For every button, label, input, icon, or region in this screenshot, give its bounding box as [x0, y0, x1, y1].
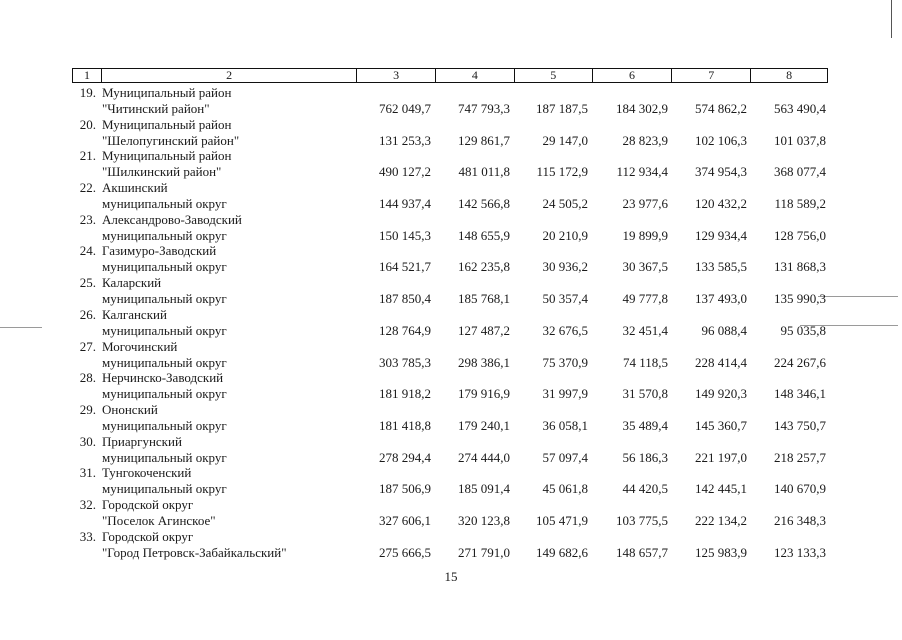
row-name-line2: муниципальный округ: [102, 259, 227, 275]
row-name-line1: Городской округ: [102, 496, 194, 512]
cell-col6: 184 302,9: [616, 101, 668, 116]
cell-col6: 148 657,7: [616, 544, 668, 560]
cell-col3: 131 253,3: [379, 132, 431, 148]
cell-col5: 57 097,4: [542, 449, 588, 465]
row-number: 30.: [79, 433, 96, 449]
table-row: [72, 116, 832, 148]
cell-col6: 56 186,3: [622, 449, 668, 465]
page-number: 15: [444, 569, 458, 584]
row-number: 27.: [79, 338, 96, 354]
cell-col4: 127 487,2: [458, 322, 510, 338]
cell-col6: 112 934,4: [616, 164, 668, 180]
cell-col6: 23 977,6: [622, 196, 668, 212]
row-number: 31.: [79, 465, 96, 481]
table-row: [72, 464, 832, 496]
cell-col6: 35 489,4: [622, 417, 668, 433]
cell-col5: 24 505,2: [542, 196, 588, 212]
page-edge-mark: [891, 0, 892, 38]
cell-col6: 74 118,5: [622, 354, 668, 370]
cell-col3: 762 049,7: [379, 101, 431, 116]
column-header: 7: [671, 69, 750, 82]
cell-col3: 187 850,4: [379, 291, 431, 307]
row-name-line1: Акшинский: [102, 180, 168, 196]
table-row: [72, 369, 832, 401]
table-row: [72, 306, 832, 338]
cell-col7: 374 954,3: [695, 164, 747, 180]
row-name-line2: муниципальный округ: [102, 449, 227, 465]
cell-col5: 20 210,9: [542, 227, 588, 243]
cell-col4: 148 655,9: [458, 227, 510, 243]
table-row: [72, 84, 832, 116]
table-row: [72, 211, 832, 243]
cell-col8: 218 257,7: [774, 449, 826, 465]
cell-col7: 137 493,0: [695, 291, 747, 307]
column-header: 4: [435, 69, 514, 82]
column-header: 5: [514, 69, 592, 82]
cell-col8: 216 348,3: [774, 512, 826, 528]
cell-col7: 120 432,2: [695, 196, 747, 212]
cell-col5: 45 061,8: [542, 481, 588, 497]
cell-col8: 128 756,0: [774, 227, 826, 243]
column-header-row: [72, 68, 828, 83]
row-name-line1: Муниципальный район: [102, 85, 232, 100]
row-name-line1: Приаргунский: [102, 433, 182, 449]
cell-col5: 149 682,6: [536, 544, 588, 560]
scan-artifact-line: [0, 327, 42, 328]
table-row: [72, 496, 832, 528]
cell-col6: 31 570,8: [622, 386, 668, 402]
column-header: 6: [592, 69, 672, 82]
cell-col4: 271 791,0: [458, 544, 510, 560]
row-name-line2: муниципальный округ: [102, 386, 227, 402]
row-name-line2: муниципальный округ: [102, 481, 227, 497]
cell-col6: 19 899,9: [622, 227, 668, 243]
cell-col6: 28 823,9: [622, 132, 668, 148]
row-number: 20.: [79, 116, 96, 132]
cell-col7: 142 445,1: [695, 481, 747, 497]
cell-col4: 185 768,1: [458, 291, 510, 307]
cell-col4: 747 793,3: [458, 101, 510, 116]
cell-col6: 103 775,5: [616, 512, 668, 528]
cell-col4: 129 861,7: [458, 132, 510, 148]
row-name-line1: Тунгокоченский: [102, 465, 192, 481]
row-number: 32.: [79, 496, 96, 512]
row-name-line1: Газимуро-Заводский: [102, 243, 217, 259]
column-header: 2: [101, 69, 356, 82]
table-row: [72, 242, 832, 274]
cell-col5: 105 471,9: [536, 512, 588, 528]
cell-col6: 44 420,5: [622, 481, 668, 497]
table-row: [72, 179, 832, 211]
cell-col3: 490 127,2: [379, 164, 431, 180]
table-row: [72, 338, 832, 370]
cell-col7: 145 360,7: [695, 417, 747, 433]
cell-col8: 368 077,4: [774, 164, 826, 180]
row-name-line2: "Шелопугинский район": [102, 132, 240, 148]
cell-col8: 118 589,2: [774, 196, 826, 212]
cell-col3: 164 521,7: [379, 259, 431, 275]
cell-col4: 185 091,4: [458, 481, 510, 497]
row-number: 23.: [79, 211, 96, 227]
cell-col8: 131 868,3: [774, 259, 826, 275]
cell-col8: 101 037,8: [774, 132, 826, 148]
cell-col8: 140 670,9: [774, 481, 826, 497]
cell-col7: 228 414,4: [695, 354, 747, 370]
cell-col5: 187 187,5: [536, 101, 588, 116]
cell-col7: 221 197,0: [695, 449, 747, 465]
cell-col7: 96 088,4: [701, 322, 747, 338]
row-number: 24.: [79, 243, 96, 259]
table-row: [72, 401, 832, 433]
cell-col3: 128 764,9: [379, 322, 431, 338]
cell-col5: 32 676,5: [542, 322, 588, 338]
cell-col3: 181 918,2: [379, 386, 431, 402]
row-number: 25.: [79, 275, 96, 291]
column-header: 8: [750, 69, 827, 82]
cell-col4: 481 011,8: [458, 164, 510, 180]
cell-col5: 50 357,4: [542, 291, 588, 307]
cell-col4: 179 240,1: [458, 417, 510, 433]
cell-col3: 150 145,3: [379, 227, 431, 243]
cell-col3: 303 785,3: [379, 354, 431, 370]
row-number: 28.: [79, 370, 96, 386]
cell-col3: 187 506,9: [379, 481, 431, 497]
row-name-line2: муниципальный округ: [102, 227, 227, 243]
cell-col4: 298 386,1: [458, 354, 510, 370]
cell-col7: 129 934,4: [695, 227, 747, 243]
row-name-line2: "Город Петровск-Забайкальский": [102, 544, 287, 560]
cell-col7: 149 920,3: [695, 386, 747, 402]
cell-col3: 144 937,4: [379, 196, 431, 212]
cell-col3: 278 294,4: [379, 449, 431, 465]
row-name-line1: Калганский: [102, 306, 167, 322]
cell-col7: 574 862,2: [695, 101, 747, 116]
cell-col3: 275 666,5: [379, 544, 431, 560]
row-name-line1: Нерчинско-Заводский: [102, 370, 224, 386]
cell-col7: 125 983,9: [695, 544, 747, 560]
cell-col5: 75 370,9: [542, 354, 588, 370]
row-name-line2: муниципальный округ: [102, 354, 227, 370]
cell-col6: 49 777,8: [622, 291, 668, 307]
row-number: 26.: [79, 306, 96, 322]
row-name-line1: Муниципальный район: [102, 148, 232, 164]
cell-col5: 115 172,9: [536, 164, 588, 180]
row-number: 22.: [79, 180, 96, 196]
cell-col4: 142 566,8: [458, 196, 510, 212]
row-name-line2: "Читинский район": [102, 101, 210, 116]
cell-col8: 148 346,1: [774, 386, 826, 402]
cell-col3: 181 418,8: [379, 417, 431, 433]
row-name-line1: Александрово-Заводский: [102, 211, 242, 227]
cell-col4: 179 916,9: [458, 386, 510, 402]
row-name-line2: муниципальный округ: [102, 291, 227, 307]
row-name-line2: муниципальный округ: [102, 417, 227, 433]
row-number: 33.: [79, 528, 96, 544]
cell-col4: 162 235,8: [458, 259, 510, 275]
cell-col7: 222 134,2: [695, 512, 747, 528]
cell-col7: 133 585,5: [695, 259, 747, 275]
cell-col3: 327 606,1: [379, 512, 431, 528]
cell-col8: 123 133,3: [774, 544, 826, 560]
row-number: 19.: [79, 85, 96, 100]
table-row: [72, 274, 832, 306]
row-name-line2: муниципальный округ: [102, 322, 227, 338]
cell-col5: 29 147,0: [542, 132, 588, 148]
cell-col8: 224 267,6: [774, 354, 826, 370]
column-header: 1: [83, 68, 90, 82]
table-row: [72, 147, 832, 179]
table-row: [72, 433, 832, 465]
row-name-line2: муниципальный округ: [102, 196, 227, 212]
cell-col5: 31 997,9: [542, 386, 588, 402]
row-name-line1: Каларский: [102, 275, 162, 291]
row-number: 21.: [79, 148, 96, 164]
column-header: 3: [356, 69, 435, 82]
cell-col8: 95 035,8: [780, 322, 826, 338]
row-name-line1: Городской округ: [102, 528, 194, 544]
row-name-line1: Могочинский: [102, 338, 178, 354]
cell-col8: 143 750,7: [774, 417, 826, 433]
cell-col8: 563 490,4: [774, 101, 826, 116]
cell-col4: 320 123,8: [458, 512, 510, 528]
row-name-line2: "Поселок Агинское": [102, 512, 216, 528]
table-row: [72, 528, 832, 560]
row-name-line1: Ононский: [102, 401, 158, 417]
cell-col5: 30 936,2: [542, 259, 588, 275]
row-name-line1: Муниципальный район: [102, 116, 232, 132]
cell-col5: 36 058,1: [542, 417, 588, 433]
cell-col6: 32 451,4: [622, 322, 668, 338]
table-body: [72, 84, 832, 559]
cell-col4: 274 444,0: [458, 449, 510, 465]
cell-col7: 102 106,3: [695, 132, 747, 148]
cell-col6: 30 367,5: [622, 259, 668, 275]
row-name-line2: "Шилкинский район": [102, 164, 222, 180]
row-number: 29.: [79, 401, 96, 417]
cell-col8: 135 990,3: [774, 291, 826, 307]
